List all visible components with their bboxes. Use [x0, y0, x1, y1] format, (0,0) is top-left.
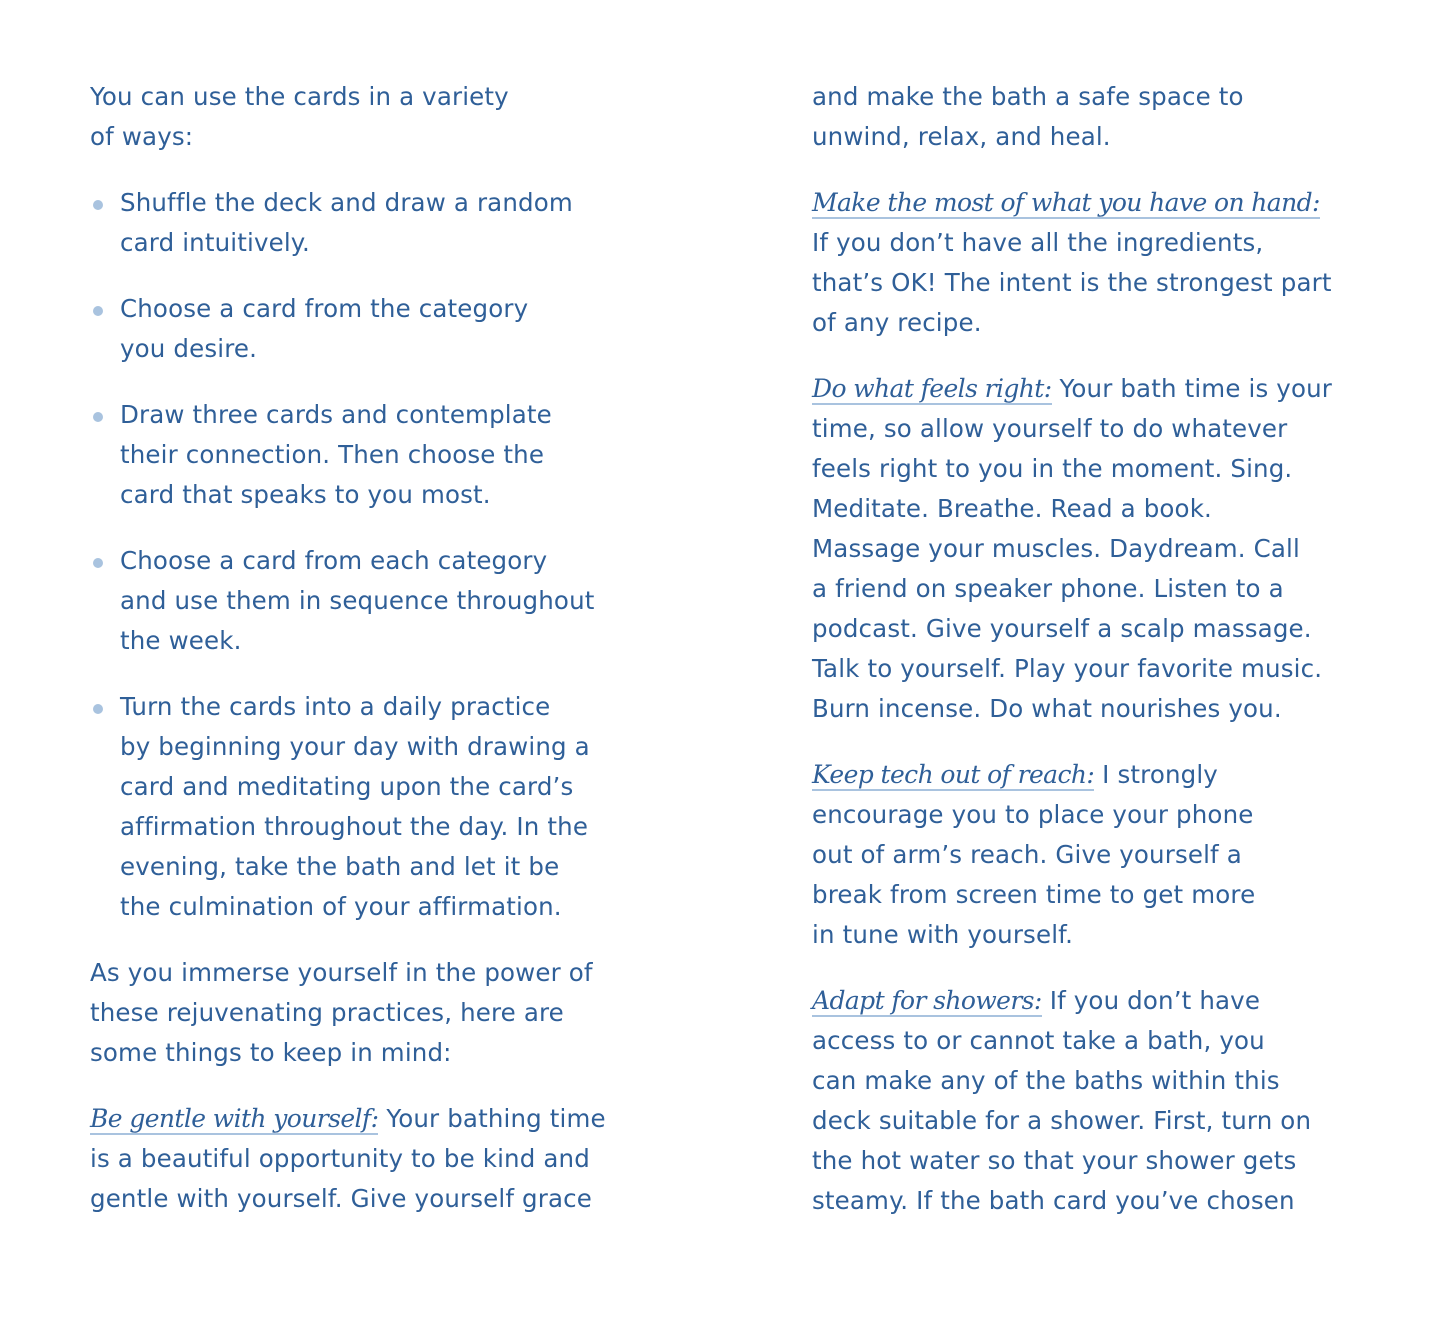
list-item: [90, 183, 650, 263]
text-line: and make the bath a safe space to: [812, 82, 1244, 111]
text-line: time, so allow yourself to do whatever: [812, 414, 1288, 443]
text-line: access to or cannot take a bath, you: [812, 1026, 1265, 1055]
text-line: Draw three cards and contemplate: [120, 400, 552, 429]
text-line: of any recipe.: [812, 308, 982, 337]
text-line: feels right to you in the moment. Sing.: [812, 454, 1293, 483]
text-line: and use them in sequence throughout: [120, 586, 595, 615]
text-line: unwind, relax, and heal.: [812, 122, 1111, 151]
ways-list: [90, 183, 650, 927]
text-line: Talk to yourself. Play your favorite music.: [812, 654, 1323, 683]
tech-paragraph: [812, 755, 1372, 955]
section-heading: Adapt for showers:: [812, 986, 1042, 1015]
heading-continuation: Your bath time is your: [1051, 374, 1332, 403]
outro-paragraph: [90, 953, 650, 1073]
text-line: card and meditating upon the card’s: [120, 772, 574, 801]
showers-paragraph: [812, 981, 1372, 1221]
text-line: their connection. Then choose the: [120, 440, 545, 469]
heading-continuation: Your bathing time: [378, 1104, 606, 1133]
text-line: encourage you to place your phone: [812, 800, 1254, 829]
text-line: steamy. If the bath card you’ve chosen: [812, 1186, 1295, 1215]
text-line: Choose a card from the category: [120, 294, 529, 323]
bullet-dot-icon: [93, 200, 103, 210]
list-item: [90, 541, 650, 661]
text-line: evening, take the bath and let it be: [120, 852, 560, 881]
text-line: podcast. Give yourself a scalp massage.: [812, 614, 1312, 643]
bullet-dot-icon: [93, 704, 103, 714]
text-line: can make any of the baths within this: [812, 1066, 1280, 1095]
text-line: Burn incense. Do what nourishes you.: [812, 694, 1282, 723]
section-heading: Make the most of what you have on hand:: [812, 188, 1320, 217]
text-line: Shuffle the deck and draw a random: [120, 188, 573, 217]
heading-continuation: I strongly: [1094, 760, 1218, 789]
text-line: If you don’t have all the ingredients,: [812, 228, 1264, 257]
text-line: some things to keep in mind:: [90, 1038, 452, 1067]
text-line: Turn the cards into a daily practice: [120, 692, 551, 721]
text-line: by beginning your day with drawing a: [120, 732, 590, 761]
text-line: break from screen time to get more: [812, 880, 1256, 909]
section-heading: Keep tech out of reach:: [812, 760, 1095, 789]
text-line: is a beautiful opportunity to be kind and: [90, 1144, 590, 1173]
bullet-dot-icon: [93, 558, 103, 568]
list-item: [90, 289, 650, 369]
text-line: [812, 183, 1372, 223]
text-line: the week.: [120, 626, 242, 655]
text-line: the culmination of your affirmation.: [120, 892, 562, 921]
text-line: Massage your muscles. Daydream. Call: [812, 534, 1300, 563]
intro-paragraph: [90, 77, 650, 157]
text-line: [812, 981, 1372, 1021]
section-heading: Do what feels right:: [812, 374, 1052, 403]
heading-continuation: If you don’t have: [1041, 986, 1261, 1015]
text-line: You can use the cards in a variety: [90, 82, 509, 111]
text-line: you desire.: [120, 334, 258, 363]
list-item: [90, 395, 650, 515]
list-item: [90, 687, 650, 927]
text-line: [812, 369, 1372, 409]
most-paragraph: [812, 183, 1372, 343]
text-line: As you immerse yourself in the power of: [90, 958, 593, 987]
right-column: [812, 77, 1372, 1221]
text-line: [90, 1099, 650, 1139]
section-heading: Be gentle with yourself:: [90, 1104, 379, 1133]
text-line: gentle with yourself. Give yourself grace: [90, 1184, 592, 1213]
left-column: [90, 77, 650, 1219]
text-line: deck suitable for a shower. First, turn on: [812, 1106, 1312, 1135]
text-line: in tune with yourself.: [812, 920, 1074, 949]
continuation-paragraph: [812, 77, 1372, 157]
text-line: affirmation throughout the day. In the: [120, 812, 589, 841]
text-line: of ways:: [90, 122, 194, 151]
text-line: Meditate. Breathe. Read a book.: [812, 494, 1212, 523]
text-line: out of arm’s reach. Give yourself a: [812, 840, 1242, 869]
text-line: card that speaks to you most.: [120, 480, 491, 509]
gentle-paragraph: [90, 1099, 650, 1219]
text-line: Choose a card from each category: [120, 546, 548, 575]
bullet-dot-icon: [93, 306, 103, 316]
feels-right-paragraph: [812, 369, 1372, 729]
text-line: the hot water so that your shower gets: [812, 1146, 1297, 1175]
text-line: that’s OK! The intent is the strongest part: [812, 268, 1332, 297]
text-line: these rejuvenating practices, here are: [90, 998, 564, 1027]
text-line: card intuitively.: [120, 228, 310, 257]
text-line: a friend on speaker phone. Listen to a: [812, 574, 1284, 603]
text-line: [812, 755, 1372, 795]
bullet-dot-icon: [93, 412, 103, 422]
